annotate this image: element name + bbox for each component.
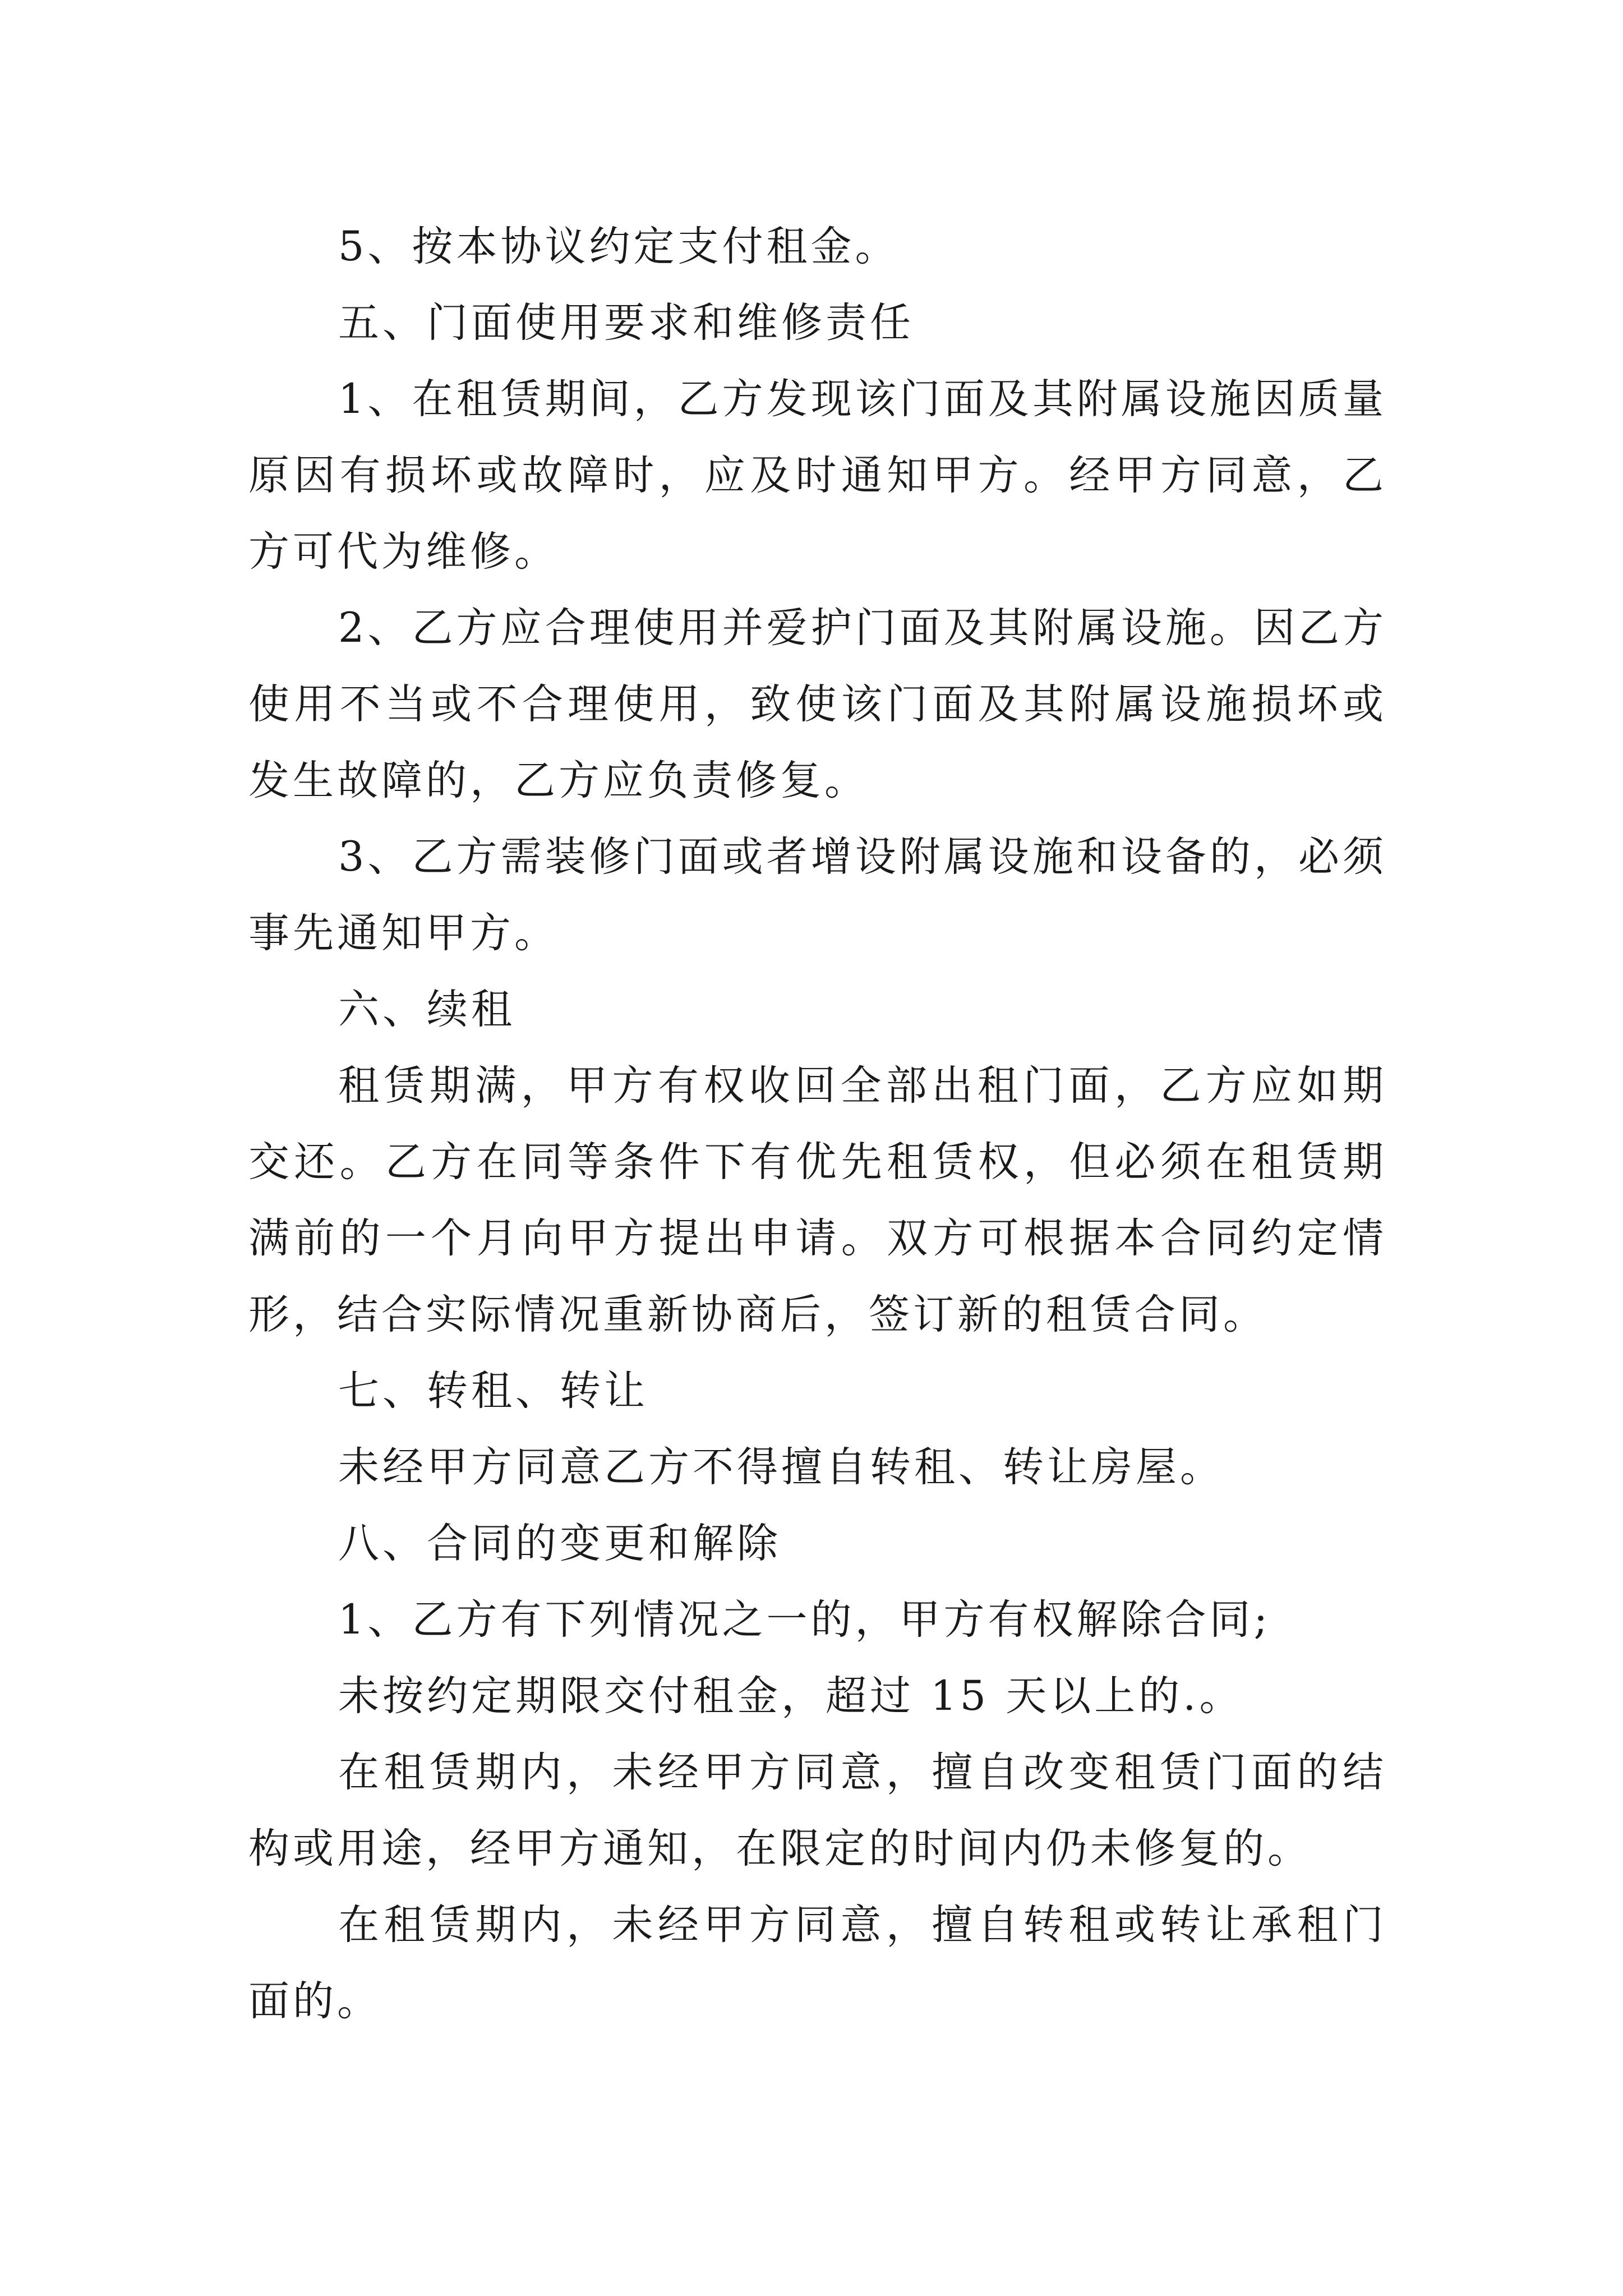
paragraph: 3、乙方需装修门面或者增设附属设施和设备的，必须事先通知甲方。 <box>248 833 1387 957</box>
paragraph: 5、按本协议约定支付租金。 <box>338 223 900 270</box>
paragraph: 在租赁期内，未经甲方同意，擅自改变租赁门面的结构或用途，经甲方通知，在限定的时间内仍未修复的。 <box>248 1749 1387 1872</box>
section-heading: 八、合同的变更和解除 <box>338 1520 781 1567</box>
paragraph: 未经甲方同意乙方不得擅自转租、转让房屋。 <box>338 1443 1224 1491</box>
paragraph: 1、乙方有下列情况之一的，甲方有权解除合同; <box>338 1596 1271 1644</box>
document-body <box>248 209 1387 2040</box>
section-heading: 六、续租 <box>338 986 515 1033</box>
paragraph: 1、在租赁期间，乙方发现该门面及其附属设施因质量原因有损坏或故障时，应及时通知甲方。经甲方同意，乙方可代为维修。 <box>248 375 1387 576</box>
paragraph: 在租赁期内，未经甲方同意，擅自转租或转让承租门面的。 <box>248 1901 1387 2025</box>
section-heading: 七、转租、转让 <box>338 1367 648 1415</box>
paragraph: 2、乙方应合理使用并爱护门面及其附属设施。因乙方使用不当或不合理使用，致使该门面及其附属设施损坏或发生故障的，乙方应负责修复。 <box>248 604 1387 804</box>
paragraph: 租赁期满，甲方有权收回全部出租门面，乙方应如期交还。乙方在同等条件下有优先租赁权，但必须在租赁期满前的一个月向甲方提出申请。双方可根据本合同约定情形，结合实际情况重新协商后，签订新的租赁合同。 <box>248 1062 1387 1338</box>
paragraph: 未按约定期限交付租金，超过 15 天以上的.。 <box>338 1672 1244 1720</box>
section-heading: 五、门面使用要求和维修责任 <box>338 299 914 347</box>
